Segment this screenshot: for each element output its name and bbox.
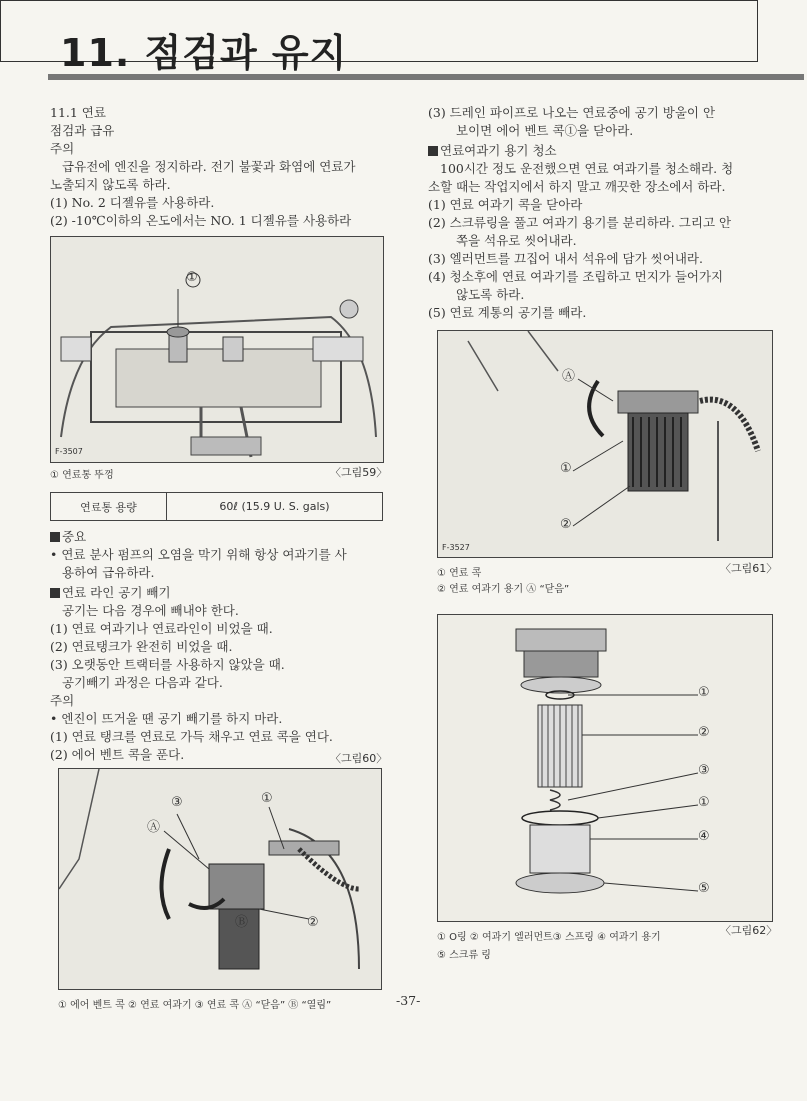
figure-60-caption: ① 에어 벤트 콕 ② 연료 여과기 ③ 연료 콕 Ⓐ “닫음” Ⓑ “열림” (58, 1000, 332, 1011)
figure-callout: ① (186, 270, 198, 285)
figure-62-ref: 〈그림62〉 (720, 924, 778, 937)
clean-item: (3) 엘러먼트를 끄집어 내서 석유에 담가 씻어내라. (428, 251, 703, 266)
capacity-label: 연료통 용량 (51, 493, 167, 520)
figure-60 (58, 768, 382, 990)
bleed-item: (3) 오랫동안 트랙터를 사용하지 않았을 때. (50, 657, 285, 672)
bleed-step: (3) 드레인 파이프로 나오는 연료중에 공기 방울이 안 (428, 105, 716, 120)
figure-59-ref: 〈그림59〉 (330, 466, 388, 479)
figure-59 (50, 236, 384, 463)
section-heading: 11.1 연료 (50, 105, 106, 120)
caution2-line: • 엔진이 뜨거울 땐 공기 빼기를 하지 마라. (50, 711, 283, 726)
important-line: 용하여 급유하라. (62, 565, 155, 580)
caution2-line: (2) 에어 벤트 콕을 푼다. (50, 747, 185, 762)
figure-callout: ① (698, 795, 710, 810)
clean-item: (5) 연료 계통의 공기를 빼라. (428, 305, 587, 320)
clean-item: (1) 연료 여과기 콕을 닫아라 (428, 197, 583, 212)
capacity-value: 60ℓ (15.9 U. S. gals) (219, 500, 330, 513)
caution2-line: (1) 연료 탱크를 연료로 가득 채우고 연료 콕을 연다. (50, 729, 333, 744)
figure-61-caption: ② 연료 여과기 용기 Ⓐ “닫음” (437, 584, 570, 595)
fuel-tank-cap-illustration (51, 237, 383, 462)
figure-61-caption: ① 연료 콕 (437, 568, 482, 579)
page-title: 11. 점검과 유지 (60, 31, 348, 75)
figure-60-ref: 〈그림60〉 (330, 752, 388, 765)
important-line: • 연료 분사 펌프의 오염을 막기 위해 항상 여과기를 사 (50, 547, 347, 562)
figure-code: F-3507 (55, 447, 83, 456)
caution2-heading: 주의 (50, 693, 75, 708)
figure-code: F-3527 (442, 543, 470, 552)
figure-62-caption: ① O링 ② 여과기 엘러먼트③ 스프링 ④ 여과기 용기 (437, 932, 661, 943)
figure-callout: ② (307, 915, 319, 930)
figure-callout: Ⓐ (147, 820, 161, 835)
figure-62 (437, 614, 773, 922)
figure-callout: ① (698, 685, 710, 700)
figure-61-ref: 〈그림61〉 (720, 562, 778, 575)
bleed-step: 보이면 에어 벤트 콕①을 닫아라. (456, 123, 634, 138)
figure-callout: ⑤ (698, 881, 710, 896)
figure-callout: Ⓑ (235, 915, 249, 930)
fuel-item: (2) -10℃이하의 온도에서는 NO. 1 디젤유를 사용하라 (50, 213, 352, 228)
bleed-item: (1) 연료 여과기나 연료라인이 비었을 때. (50, 621, 273, 636)
figure-callout: ① (560, 461, 572, 476)
clean-line: 100시간 정도 운전했으면 연료 여과기를 청소해라. 청 (440, 161, 734, 176)
clean-item: (2) 스크류링을 풀고 여과기 용기를 분리하라. 그리고 안 (428, 215, 732, 230)
fuel-item: (1) No. 2 디젤유를 사용하라. (50, 195, 215, 210)
bleed-heading: 연료 라인 공기 빼기 (50, 584, 171, 602)
figure-callout: Ⓐ (562, 369, 576, 384)
page-number: -37- (396, 993, 421, 1008)
caution-line: 노출되지 않도록 하라. (50, 177, 171, 192)
caution-line: 급유전에 엔진을 정지하라. 전기 불꽃과 화염에 연료가 (62, 159, 356, 174)
important-heading: 중요 (50, 528, 86, 546)
air-bleed-illustration (59, 769, 381, 989)
figure-callout: ① (261, 791, 273, 806)
bleed-process: 공기빼기 과정은 다음과 같다. (62, 675, 223, 690)
figure-callout: ② (698, 725, 710, 740)
clean-heading: 연료여과기 용기 청소 (428, 142, 557, 160)
clean-item: (4) 청소후에 연료 여과기를 조립하고 먼지가 들어가지 (428, 269, 724, 284)
subsection-heading: 점검과 급유 (50, 123, 115, 138)
figure-callout: ③ (698, 763, 710, 778)
caution-heading: 주의 (50, 141, 75, 156)
fuel-cock-illustration (438, 331, 772, 557)
bleed-item: (2) 연료탱크가 완전히 비었을 때. (50, 639, 233, 654)
clean-line: 소할 때는 작업지에서 하지 말고 깨끗한 장소에서 하라. (428, 179, 726, 194)
bleed-intro: 공기는 다음 경우에 빼내야 한다. (62, 603, 239, 618)
figure-callout: ② (560, 517, 572, 532)
clean-item: 않도록 하라. (456, 287, 525, 302)
figure-61 (437, 330, 773, 558)
figure-callout: ③ (171, 795, 183, 810)
filter-exploded-illustration (438, 615, 772, 921)
fuel-capacity-table (50, 492, 383, 521)
figure-59-caption: ① 연료통 뚜껑 (50, 470, 114, 481)
figure-62-caption: ⑤ 스크류 링 (437, 950, 491, 961)
clean-item: 쪽을 석유로 씻어내라. (456, 233, 577, 248)
figure-callout: ④ (698, 829, 710, 844)
